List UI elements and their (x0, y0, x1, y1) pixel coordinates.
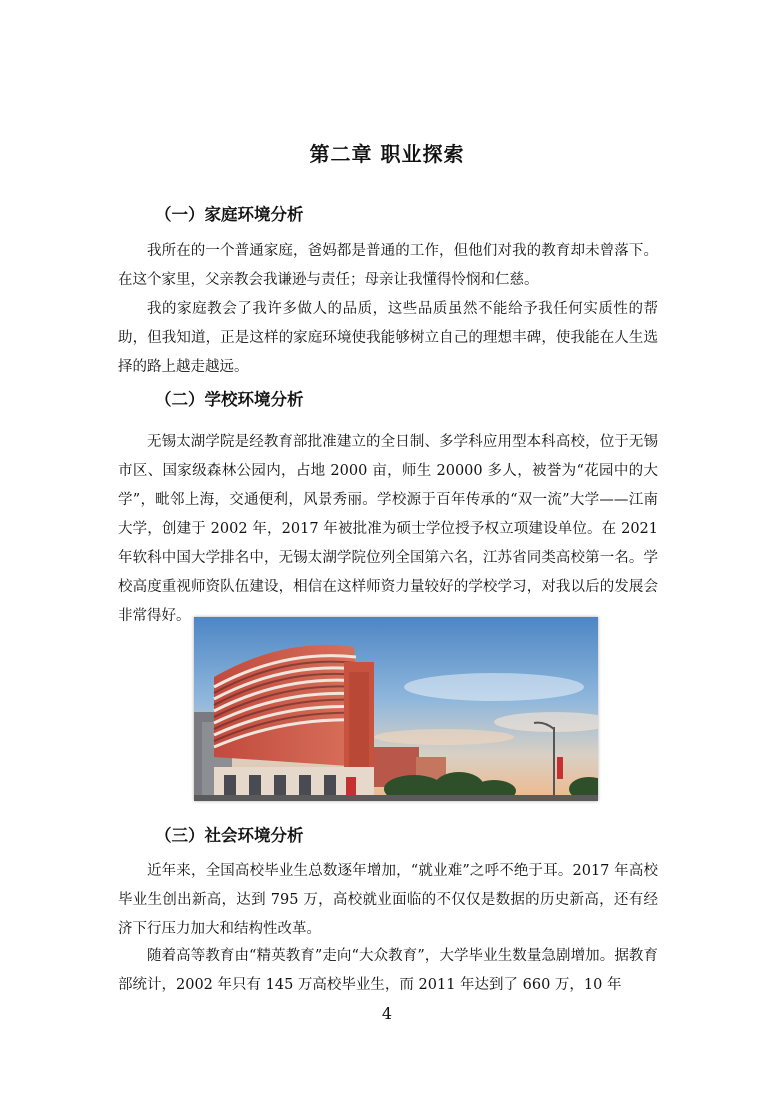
paragraph-family-1: 我所在的一个普通家庭，爸妈都是普通的工作，但他们对我的教育却未曾落下。在这个家里，父亲教会我谦逊与责任；母亲让我懂得怜悯和仁慈。 (118, 243, 658, 288)
paragraph-school-1: 无锡太湖学院是经教育部批准建立的全日制、多学科应用型本科高校，位于无锡市区、国家级森林公园内，占地 2000 亩，师生 20000 多人，被誉为“花园中的大学”，毗邻上海，交通便利，风景秀丽。学校源于百年传承的“双一流”大学——江南大学，创建于 2002 年，2017 年被批准为硕士学位授予权立项建设单位。在 2021 年软科中国大学排名中，无锡太湖学院位列全国第六名，江苏省同类高校第一名。学校高度重视师资队伍建设，相信在这样师资力量较好的学校学习，对我以后的发展会非常得好。 (118, 434, 658, 624)
chapter-title: 第二章 职业探索 (309, 142, 465, 166)
section-heading-family: （一）家庭环境分析 (155, 205, 304, 224)
campus-building-photo (194, 617, 598, 801)
section-heading-school: （二）学校环境分析 (155, 390, 304, 409)
paragraph-society-2: 随着高等教育由“精英教育”走向“大众教育”，大学毕业生数量急剧增加。据教育部统计，2002 年只有 145 万高校毕业生，而 2011 年达到了 660 万，10 年 (118, 948, 658, 993)
page-number: 4 (381, 1004, 393, 1023)
section-heading-society: （三）社会环境分析 (155, 826, 304, 845)
paragraph-society-1: 近年来，全国高校毕业生总数逐年增加，“就业难”之呼不绝于耳。2017 年高校毕业生创出新高，达到 795 万，高校就业面临的不仅仅是数据的历史新高，还有经济下行压力加大和结构性改革。 (118, 863, 658, 937)
paragraph-family-2: 我的家庭教会了我许多做人的品质，这些品质虽然不能给予我任何实质性的帮助，但我知道，正是这样的家庭环境使我能够树立自己的理想丰碑，使我能在人生选择的路上越走越远。 (118, 301, 658, 375)
